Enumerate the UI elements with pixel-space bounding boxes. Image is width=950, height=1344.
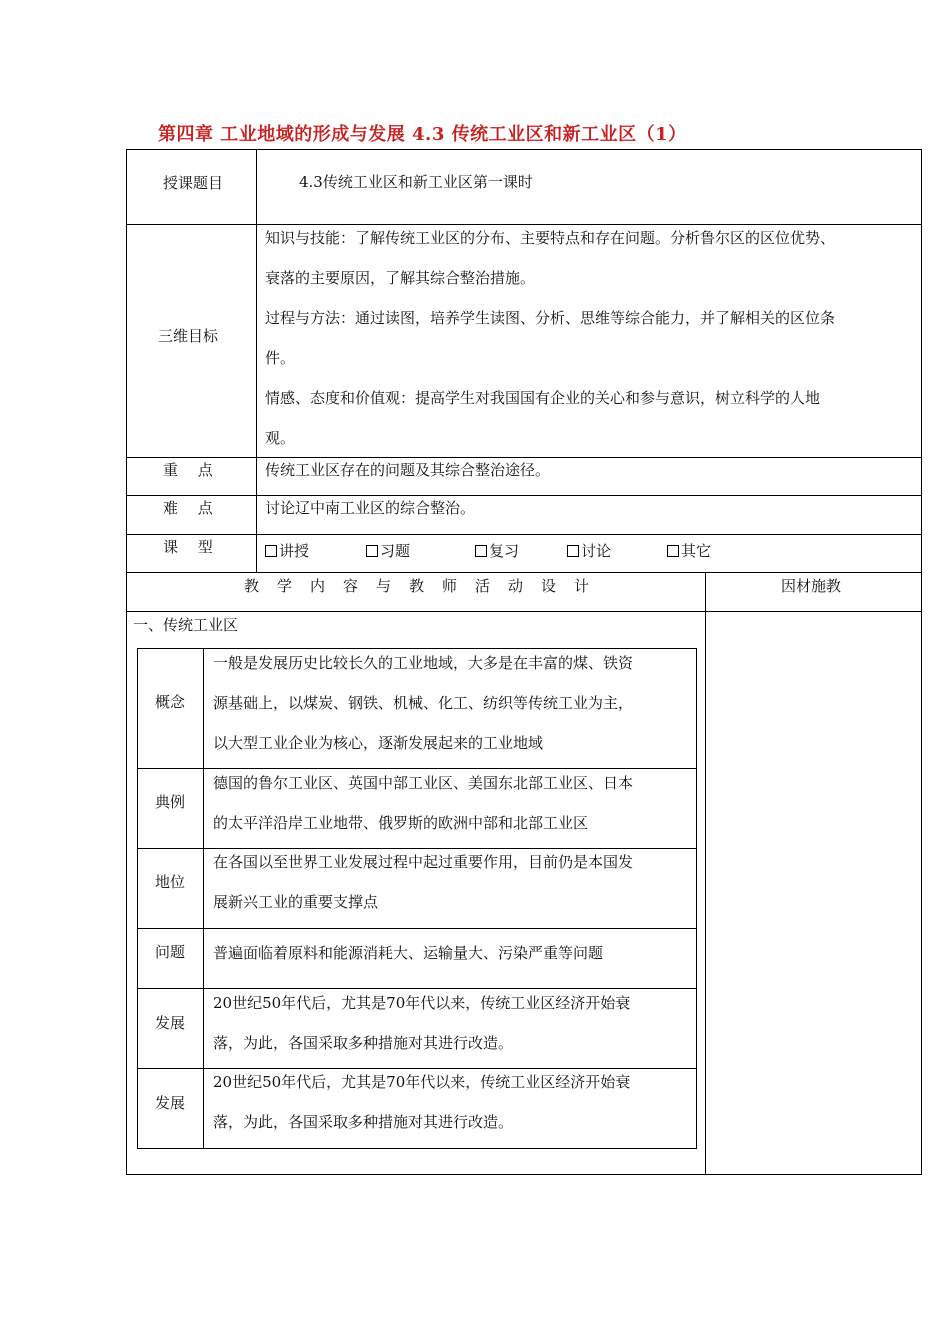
- inner-row-content: 20世纪50年代后，尤其是70年代以来，传统工业区经济开始衰 落，为此，各国采取多种措施对其进行改造。: [213, 994, 631, 1052]
- row-divider: [126, 572, 922, 573]
- inner-row-content: 普遍面临着原料和能源消耗大、运输量大、污染严重等问题: [213, 944, 604, 962]
- row-divider: [126, 495, 922, 496]
- goals-line: 情感、态度和价值观：提高学生对我国国有企业的关心和参与意识，树立科学的人地: [265, 389, 821, 407]
- goals-line: 过程与方法：通过读图，培养学生读图、分析、思维等综合能力，并了解相关的区位条: [265, 309, 836, 327]
- goals-line: 件。: [265, 349, 296, 367]
- difficult-label: 难 点: [163, 499, 213, 517]
- inner-row-label: 发展: [155, 1094, 186, 1112]
- goals-line: 衰落的主要原因，了解其综合整治措施。: [265, 269, 536, 287]
- goals-line: 观。: [265, 429, 296, 447]
- upper-column-divider: [256, 149, 257, 572]
- inner-row-label: 概念: [155, 693, 186, 711]
- lower-column-divider: [705, 572, 706, 1175]
- checkbox[interactable]: [265, 545, 277, 557]
- section-title: 一、传统工业区: [133, 616, 239, 634]
- row-divider: [126, 534, 922, 535]
- row-divider: [126, 611, 922, 612]
- checkbox[interactable]: [475, 545, 487, 557]
- inner-row-label: 地位: [155, 873, 186, 891]
- inner-column-divider: [203, 648, 204, 1149]
- topic-value: 4.3传统工业区和新工业区第一课时: [299, 173, 533, 191]
- difficult-value: 讨论辽中南工业区的综合整治。: [265, 499, 476, 517]
- topic-label: 授课题目: [163, 174, 224, 192]
- checkbox[interactable]: [366, 545, 378, 557]
- checkbox[interactable]: [567, 545, 579, 557]
- inner-row-divider: [137, 928, 697, 929]
- type-option-review[interactable]: 复习: [475, 540, 519, 561]
- goals-text: [265, 218, 915, 458]
- inner-row-label: 问题: [155, 943, 186, 961]
- type-option-lecture[interactable]: 讲授: [265, 540, 309, 561]
- type-option-other[interactable]: 其它: [667, 540, 711, 561]
- inner-row-content: 德国的鲁尔工业区、英国中部工业区、美国东北部工业区、日本 的太平洋沿岸工业地带、俄罗斯的欧洲中部和北部工业区: [213, 774, 634, 832]
- page-title: 第四章 工业地域的形成与发展 4.3 传统工业区和新工业区（1）: [158, 124, 687, 145]
- inner-row-content: 在各国以至世界工业发展过程中起过重要作用，目前仍是本国发 展新兴工业的重要支撑点: [213, 853, 634, 911]
- inner-row-content: 20世纪50年代后，尤其是70年代以来，传统工业区经济开始衰 落，为此，各国采取多种措施对其进行改造。: [213, 1073, 631, 1131]
- type-option-discussion[interactable]: 讨论: [567, 540, 611, 561]
- type-option-exercise[interactable]: 习题: [366, 540, 410, 561]
- adapt-header: 因材施教: [781, 577, 842, 595]
- type-label: 课 型: [163, 538, 213, 556]
- inner-row-label: 典例: [155, 793, 186, 811]
- goals-line: 知识与技能：了解传统工业区的分布、主要特点和存在问题。分析鲁尔区的区位优势、: [265, 229, 836, 247]
- inner-row-label: 发展: [155, 1014, 186, 1032]
- inner-row-content: 一般是发展历史比较长久的工业地域，大多是在丰富的煤、铁资 源基础上，以煤炭、钢铁、机械、化工、纺织等传统工业为主， 以大型工业企业为核心，逐渐发展起来的工业地域: [213, 654, 634, 752]
- design-header: 教学内容与教师活动设计: [244, 577, 608, 595]
- key-label: 重 点: [163, 461, 213, 479]
- checkbox[interactable]: [667, 545, 679, 557]
- key-value: 传统工业区存在的问题及其综合整治途径。: [265, 461, 551, 479]
- goals-label: 三维目标: [158, 327, 219, 345]
